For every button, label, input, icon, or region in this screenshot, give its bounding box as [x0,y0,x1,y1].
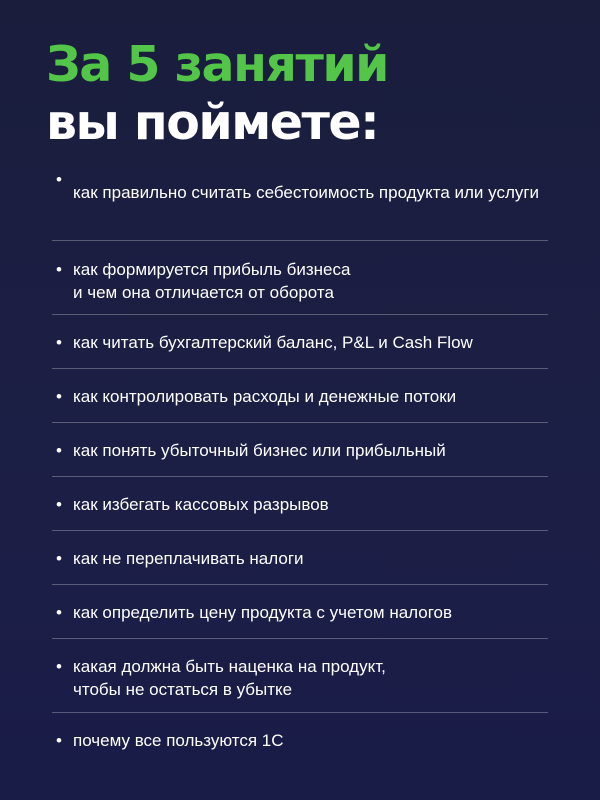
bullet-icon: • [56,170,62,189]
list-item-text: как правильно считать себестоимость продукта или услуги [73,183,540,202]
list-item [52,168,548,241]
bullet-icon: • [56,657,62,676]
bullet-icon: • [56,603,62,622]
headline [46,36,388,152]
list-item [52,713,548,767]
bullet-icon: • [56,441,62,460]
bullet-icon: • [56,495,62,514]
list-item-text: как контролировать расходы и денежные потоки [73,387,457,406]
list-item-text: как формируется прибыль бизнеса и чем она отличается от оборота [73,260,351,302]
list-item [52,639,548,713]
list-item [52,477,548,531]
list-item [52,241,548,315]
bullet-icon: • [56,333,62,352]
list-item-text: какая должна быть наценка на продукт, чтобы не остаться в убытке [73,657,386,699]
list-item [52,315,548,369]
list-item [52,423,548,477]
list-item-text: как читать бухгалтерский баланс, P&L и Cash Flow [73,333,473,352]
headline-accent-line: За 5 занятий [46,36,389,93]
bullet-icon: • [56,387,62,406]
bullet-icon: • [56,260,62,279]
list-item [52,531,548,585]
bullet-icon: • [56,549,62,568]
list-item [52,369,548,423]
bullet-icon: • [56,731,62,750]
list-item-text: как не переплачивать налоги [73,549,304,568]
list-item [52,585,548,639]
list-item-text: как избегать кассовых разрывов [73,495,329,514]
headline-white-line: вы поймете: [46,94,379,151]
list-item-text: почему все пользуются 1С [73,731,284,750]
list-item-text: как понять убыточный бизнес или прибыльный [73,441,446,460]
topics-list [52,168,548,767]
list-item-text: как определить цену продукта с учетом налогов [73,603,453,622]
